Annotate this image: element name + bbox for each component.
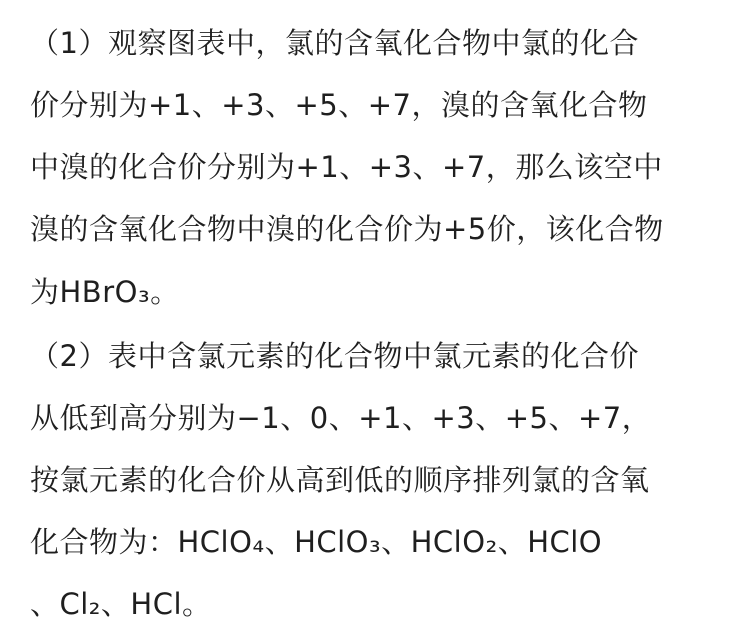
text-line: 中溴的化合价分别为+1、+3、+7，那么该空中 [30, 150, 663, 184]
text-line: 、Cl₂、HCl。 [30, 587, 212, 621]
text-line: 溴的含氧化合物中溴的化合价为+5价，该化合物 [30, 212, 664, 246]
text-line: 价分别为+1、+3、+5、+7，溴的含氧化合物 [30, 88, 648, 122]
text-line: 化合物为：HClO₄、HClO₃、HClO₂、HClO [30, 525, 603, 559]
text-line: 按氯元素的化合价从高到低的顺序排列氯的含氧 [30, 463, 650, 497]
text-line: （2）表中含氯元素的化合物中氯元素的化合价 [30, 339, 639, 373]
text-line: 从低到高分别为−1、0、+1、+3、+5、+7， [30, 401, 652, 435]
text-line: （1）观察图表中，氯的含氧化合物中氯的化合 [30, 26, 639, 60]
text-line: 为HBrO₃。 [30, 275, 180, 309]
